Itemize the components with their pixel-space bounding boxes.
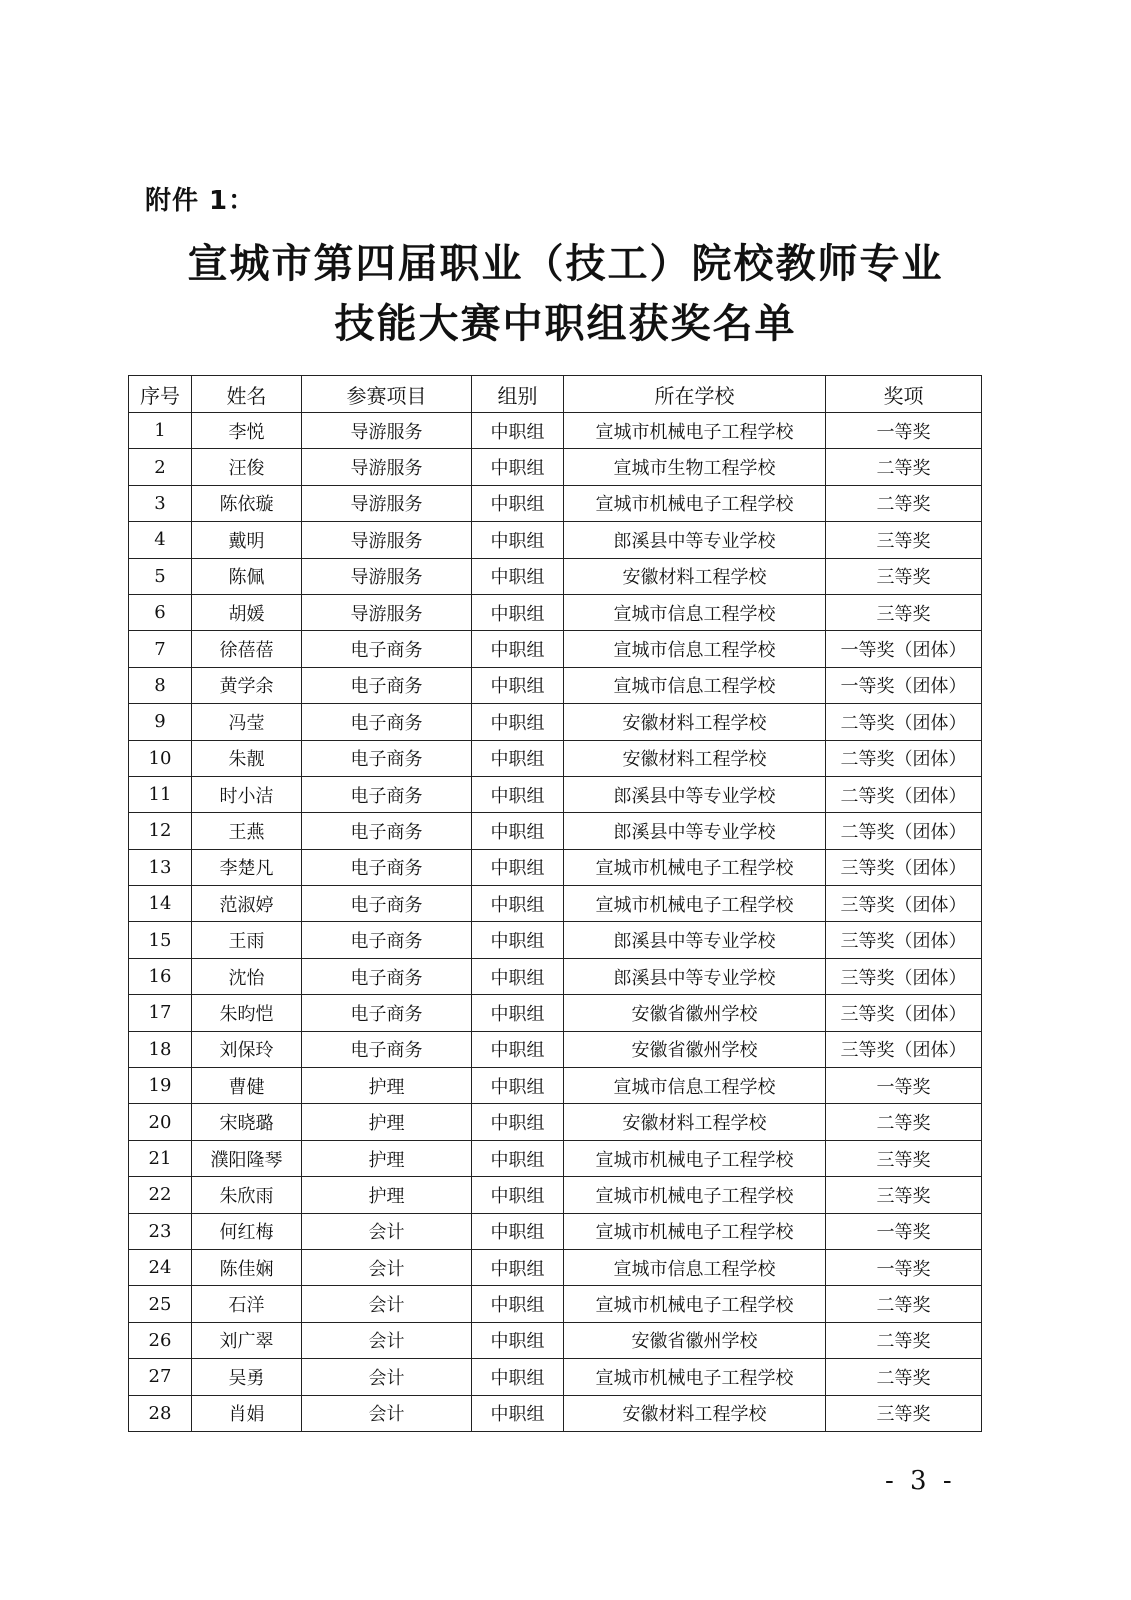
cell-name: 陈佳娴 <box>192 1249 302 1285</box>
cell-event: 护理 <box>302 1068 472 1104</box>
cell-award: 一等奖 <box>826 413 982 449</box>
cell-group: 中职组 <box>472 1359 564 1395</box>
cell-group: 中职组 <box>472 1140 564 1176</box>
table-row <box>129 1104 982 1140</box>
cell-event: 导游服务 <box>302 413 472 449</box>
cell-school: 宣城市机械电子工程学校 <box>564 485 826 521</box>
cell-award: 一等奖 <box>826 1249 982 1285</box>
cell-event: 电子商务 <box>302 849 472 885</box>
header-event: 参赛项目 <box>302 376 472 413</box>
cell-name: 范淑婷 <box>192 886 302 922</box>
cell-award: 二等奖（团体） <box>826 813 982 849</box>
cell-event: 导游服务 <box>302 522 472 558</box>
cell-index: 3 <box>129 485 192 521</box>
cell-event: 护理 <box>302 1104 472 1140</box>
cell-index: 6 <box>129 594 192 630</box>
cell-event: 电子商务 <box>302 995 472 1031</box>
cell-group: 中职组 <box>472 849 564 885</box>
cell-event: 护理 <box>302 1177 472 1213</box>
table-row <box>129 667 982 703</box>
cell-group: 中职组 <box>472 958 564 994</box>
cell-school: 郎溪县中等专业学校 <box>564 813 826 849</box>
header-group: 组别 <box>472 376 564 413</box>
cell-name: 徐蓓蓓 <box>192 631 302 667</box>
cell-name: 黄学余 <box>192 667 302 703</box>
cell-award: 二等奖 <box>826 449 982 485</box>
cell-index: 18 <box>129 1031 192 1067</box>
cell-name: 陈佩 <box>192 558 302 594</box>
cell-name: 宋晓璐 <box>192 1104 302 1140</box>
cell-index: 20 <box>129 1104 192 1140</box>
attachment-label: 附件 1： <box>145 186 256 216</box>
cell-award: 二等奖（团体） <box>826 704 982 740</box>
cell-award: 二等奖（团体） <box>826 776 982 812</box>
cell-award: 三等奖 <box>826 1177 982 1213</box>
cell-name: 吴勇 <box>192 1359 302 1395</box>
table-row <box>129 1286 982 1322</box>
cell-event: 电子商务 <box>302 667 472 703</box>
table-body <box>129 413 982 1432</box>
table-row <box>129 1359 982 1395</box>
cell-index: 4 <box>129 522 192 558</box>
cell-school: 郎溪县中等专业学校 <box>564 922 826 958</box>
cell-school: 安徽材料工程学校 <box>564 1104 826 1140</box>
cell-event: 电子商务 <box>302 631 472 667</box>
cell-group: 中职组 <box>472 1322 564 1358</box>
cell-award: 一等奖 <box>826 1068 982 1104</box>
cell-group: 中职组 <box>472 1068 564 1104</box>
table-row <box>129 813 982 849</box>
cell-award: 三等奖 <box>826 594 982 630</box>
cell-event: 电子商务 <box>302 958 472 994</box>
cell-index: 16 <box>129 958 192 994</box>
cell-group: 中职组 <box>472 1395 564 1431</box>
cell-award: 三等奖（团体） <box>826 886 982 922</box>
cell-index: 23 <box>129 1213 192 1249</box>
cell-name: 石洋 <box>192 1286 302 1322</box>
table-row <box>129 995 982 1031</box>
cell-index: 28 <box>129 1395 192 1431</box>
cell-school: 宣城市信息工程学校 <box>564 631 826 667</box>
cell-award: 三等奖 <box>826 1395 982 1431</box>
cell-award: 一等奖 <box>826 1213 982 1249</box>
cell-school: 郎溪县中等专业学校 <box>564 522 826 558</box>
cell-group: 中职组 <box>472 631 564 667</box>
cell-group: 中职组 <box>472 449 564 485</box>
table-row <box>129 522 982 558</box>
cell-award: 二等奖（团体） <box>826 740 982 776</box>
cell-group: 中职组 <box>472 1104 564 1140</box>
document-title-line-1: 宣城市第四届职业（技工）院校教师专业 <box>187 241 944 287</box>
table-row <box>129 922 982 958</box>
cell-group: 中职组 <box>472 886 564 922</box>
cell-group: 中职组 <box>472 1249 564 1285</box>
header-school: 所在学校 <box>564 376 826 413</box>
table-row <box>129 1068 982 1104</box>
cell-school: 安徽省徽州学校 <box>564 995 826 1031</box>
table-row <box>129 1177 982 1213</box>
table-row <box>129 704 982 740</box>
cell-group: 中职组 <box>472 558 564 594</box>
cell-event: 电子商务 <box>302 886 472 922</box>
cell-school: 安徽省徽州学校 <box>564 1322 826 1358</box>
cell-award: 三等奖 <box>826 522 982 558</box>
cell-group: 中职组 <box>472 413 564 449</box>
cell-school: 宣城市信息工程学校 <box>564 1068 826 1104</box>
cell-group: 中职组 <box>472 1031 564 1067</box>
cell-index: 1 <box>129 413 192 449</box>
cell-name: 朱靓 <box>192 740 302 776</box>
table-row <box>129 886 982 922</box>
cell-index: 19 <box>129 1068 192 1104</box>
cell-award: 三等奖 <box>826 558 982 594</box>
table-row <box>129 631 982 667</box>
cell-school: 宣城市机械电子工程学校 <box>564 1213 826 1249</box>
table-row <box>129 1249 982 1285</box>
cell-index: 14 <box>129 886 192 922</box>
table-row <box>129 740 982 776</box>
cell-group: 中职组 <box>472 740 564 776</box>
cell-name: 朱欣雨 <box>192 1177 302 1213</box>
cell-school: 郎溪县中等专业学校 <box>564 958 826 994</box>
table-row <box>129 1031 982 1067</box>
cell-index: 10 <box>129 740 192 776</box>
cell-school: 宣城市信息工程学校 <box>564 667 826 703</box>
award-roster-table <box>128 375 982 1432</box>
cell-name: 沈怡 <box>192 958 302 994</box>
page-number: - 3 - <box>885 1466 956 1496</box>
cell-index: 9 <box>129 704 192 740</box>
cell-award: 二等奖 <box>826 1286 982 1322</box>
cell-name: 陈依璇 <box>192 485 302 521</box>
cell-event: 导游服务 <box>302 558 472 594</box>
cell-group: 中职组 <box>472 776 564 812</box>
cell-index: 2 <box>129 449 192 485</box>
cell-school: 宣城市机械电子工程学校 <box>564 1359 826 1395</box>
cell-school: 宣城市机械电子工程学校 <box>564 1177 826 1213</box>
cell-name: 王燕 <box>192 813 302 849</box>
table-header-row <box>129 376 982 413</box>
cell-group: 中职组 <box>472 522 564 558</box>
cell-award: 二等奖 <box>826 1322 982 1358</box>
cell-name: 王雨 <box>192 922 302 958</box>
cell-name: 冯莹 <box>192 704 302 740</box>
cell-award: 一等奖（团体） <box>826 667 982 703</box>
header-award: 奖项 <box>826 376 982 413</box>
table-row <box>129 776 982 812</box>
cell-event: 会计 <box>302 1286 472 1322</box>
cell-index: 27 <box>129 1359 192 1395</box>
cell-group: 中职组 <box>472 594 564 630</box>
cell-name: 戴明 <box>192 522 302 558</box>
cell-index: 24 <box>129 1249 192 1285</box>
cell-event: 电子商务 <box>302 704 472 740</box>
cell-index: 12 <box>129 813 192 849</box>
cell-award: 三等奖（团体） <box>826 995 982 1031</box>
cell-index: 17 <box>129 995 192 1031</box>
cell-index: 26 <box>129 1322 192 1358</box>
cell-event: 电子商务 <box>302 1031 472 1067</box>
table-row <box>129 1140 982 1176</box>
cell-group: 中职组 <box>472 704 564 740</box>
table-row <box>129 485 982 521</box>
table-row <box>129 849 982 885</box>
cell-school: 宣城市机械电子工程学校 <box>564 849 826 885</box>
cell-event: 导游服务 <box>302 449 472 485</box>
cell-name: 刘广翠 <box>192 1322 302 1358</box>
cell-name: 胡媛 <box>192 594 302 630</box>
cell-school: 宣城市机械电子工程学校 <box>564 1286 826 1322</box>
cell-school: 宣城市信息工程学校 <box>564 594 826 630</box>
cell-group: 中职组 <box>472 667 564 703</box>
cell-school: 安徽材料工程学校 <box>564 704 826 740</box>
cell-award: 三等奖（团体） <box>826 849 982 885</box>
cell-event: 会计 <box>302 1213 472 1249</box>
cell-event: 会计 <box>302 1395 472 1431</box>
cell-school: 安徽材料工程学校 <box>564 1395 826 1431</box>
cell-award: 二等奖 <box>826 1104 982 1140</box>
cell-event: 导游服务 <box>302 594 472 630</box>
cell-name: 李悦 <box>192 413 302 449</box>
table-row <box>129 1213 982 1249</box>
cell-award: 三等奖（团体） <box>826 1031 982 1067</box>
cell-event: 护理 <box>302 1140 472 1176</box>
cell-name: 朱昀恺 <box>192 995 302 1031</box>
cell-event: 电子商务 <box>302 776 472 812</box>
cell-name: 肖娟 <box>192 1395 302 1431</box>
cell-event: 会计 <box>302 1359 472 1395</box>
cell-group: 中职组 <box>472 922 564 958</box>
table-row <box>129 594 982 630</box>
table-row <box>129 413 982 449</box>
header-name: 姓名 <box>192 376 302 413</box>
cell-group: 中职组 <box>472 1286 564 1322</box>
cell-school: 宣城市机械电子工程学校 <box>564 1140 826 1176</box>
cell-index: 7 <box>129 631 192 667</box>
cell-school: 宣城市生物工程学校 <box>564 449 826 485</box>
cell-school: 安徽材料工程学校 <box>564 740 826 776</box>
cell-index: 15 <box>129 922 192 958</box>
cell-group: 中职组 <box>472 995 564 1031</box>
cell-name: 何红梅 <box>192 1213 302 1249</box>
cell-name: 汪俊 <box>192 449 302 485</box>
cell-event: 电子商务 <box>302 922 472 958</box>
cell-group: 中职组 <box>472 1213 564 1249</box>
cell-school: 安徽省徽州学校 <box>564 1031 826 1067</box>
cell-name: 曹健 <box>192 1068 302 1104</box>
cell-group: 中职组 <box>472 485 564 521</box>
cell-award: 二等奖 <box>826 1359 982 1395</box>
cell-school: 郎溪县中等专业学校 <box>564 776 826 812</box>
cell-index: 25 <box>129 1286 192 1322</box>
cell-name: 刘保玲 <box>192 1031 302 1067</box>
table-row <box>129 1322 982 1358</box>
document-title-line-2: 技能大赛中职组获奖名单 <box>334 301 797 347</box>
cell-award: 三等奖（团体） <box>826 958 982 994</box>
cell-group: 中职组 <box>472 813 564 849</box>
header-index: 序号 <box>129 376 192 413</box>
cell-school: 宣城市机械电子工程学校 <box>564 886 826 922</box>
cell-index: 8 <box>129 667 192 703</box>
cell-school: 宣城市机械电子工程学校 <box>564 413 826 449</box>
cell-award: 三等奖 <box>826 1140 982 1176</box>
cell-event: 会计 <box>302 1322 472 1358</box>
cell-award: 二等奖 <box>826 485 982 521</box>
table-row <box>129 958 982 994</box>
cell-name: 李楚凡 <box>192 849 302 885</box>
cell-name: 濮阳隆琴 <box>192 1140 302 1176</box>
cell-event: 导游服务 <box>302 485 472 521</box>
cell-index: 22 <box>129 1177 192 1213</box>
table-row <box>129 558 982 594</box>
cell-name: 时小洁 <box>192 776 302 812</box>
cell-event: 电子商务 <box>302 813 472 849</box>
cell-index: 5 <box>129 558 192 594</box>
cell-award: 三等奖（团体） <box>826 922 982 958</box>
cell-group: 中职组 <box>472 1177 564 1213</box>
cell-event: 电子商务 <box>302 740 472 776</box>
table-row <box>129 1395 982 1431</box>
cell-index: 21 <box>129 1140 192 1176</box>
cell-school: 安徽材料工程学校 <box>564 558 826 594</box>
table-row <box>129 449 982 485</box>
cell-school: 宣城市信息工程学校 <box>564 1249 826 1285</box>
cell-award: 一等奖（团体） <box>826 631 982 667</box>
cell-event: 会计 <box>302 1249 472 1285</box>
cell-index: 11 <box>129 776 192 812</box>
cell-index: 13 <box>129 849 192 885</box>
